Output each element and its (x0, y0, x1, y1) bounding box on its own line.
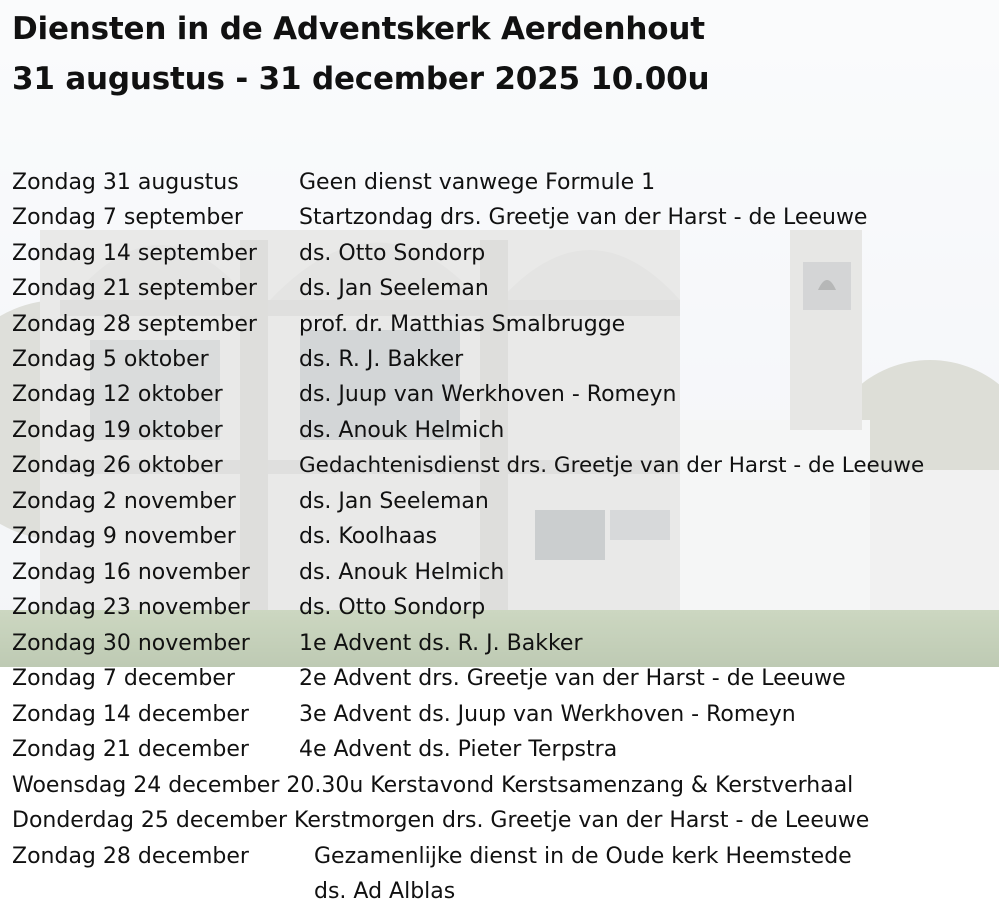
service-date: Zondag 30 november (12, 631, 250, 656)
service-date: Zondag 5 oktober (12, 347, 209, 372)
page-subtitle: 31 augustus - 31 december 2025 10.00u (12, 61, 710, 97)
service-description: ds. Anouk Helmich (299, 418, 505, 443)
page-title: Diensten in de Adventskerk Aerdenhout (12, 11, 705, 47)
service-description: 4e Advent ds. Pieter Terpstra (299, 737, 618, 762)
schedule-row (0, 702, 999, 736)
service-date: Zondag 7 september (12, 205, 243, 230)
schedule-row-continuation (0, 879, 999, 913)
schedule-row (0, 382, 999, 416)
schedule-row (0, 631, 999, 665)
christmas-day-text: Donderdag 25 december Kerstmorgen drs. Greetje van der Harst - de Leeuwe (12, 808, 870, 833)
schedule-row-christmas-eve (0, 773, 999, 807)
service-description: prof. dr. Matthias Smalbrugge (299, 312, 626, 337)
service-date: Zondag 12 oktober (12, 382, 223, 407)
schedule-row (0, 560, 999, 594)
service-description: ds. R. J. Bakker (299, 347, 464, 372)
schedule-row (0, 844, 999, 878)
service-description: ds. Koolhaas (299, 524, 438, 549)
schedule-row (0, 453, 999, 487)
service-description-line2: ds. Ad Alblas (314, 879, 456, 904)
service-date: Zondag 28 september (12, 312, 257, 337)
schedule-row (0, 276, 999, 310)
schedule-row (0, 418, 999, 452)
service-description: Gezamenlijke dienst in de Oude kerk Heemstede (314, 844, 852, 869)
service-date: Zondag 23 november (12, 595, 250, 620)
schedule-row (0, 205, 999, 239)
service-date: Zondag 14 december (12, 702, 249, 727)
service-description: ds. Otto Sondorp (299, 595, 486, 620)
schedule-row (0, 170, 999, 204)
service-date: Zondag 2 november (12, 489, 236, 514)
service-date: Zondag 21 december (12, 737, 249, 762)
schedule-row (0, 595, 999, 629)
service-date: Zondag 26 oktober (12, 453, 223, 478)
service-date: Zondag 14 september (12, 241, 257, 266)
service-date: Zondag 21 september (12, 276, 257, 301)
schedule-row (0, 489, 999, 523)
service-description: 2e Advent drs. Greetje van der Harst - de Leeuwe (299, 666, 846, 691)
service-description: ds. Juup van Werkhoven - Romeyn (299, 382, 677, 407)
service-description: ds. Otto Sondorp (299, 241, 486, 266)
service-date: Zondag 7 december (12, 666, 235, 691)
service-description: Gedachtenisdienst drs. Greetje van der Harst - de Leeuwe (299, 453, 925, 478)
service-description: Startzondag drs. Greetje van der Harst - de Leeuwe (299, 205, 868, 230)
service-date: Zondag 19 oktober (12, 418, 223, 443)
schedule-row (0, 666, 999, 700)
schedule-row (0, 737, 999, 771)
schedule-row (0, 347, 999, 381)
service-description: ds. Jan Seeleman (299, 489, 489, 514)
schedule-row (0, 312, 999, 346)
schedule-row (0, 241, 999, 275)
service-description: ds. Anouk Helmich (299, 560, 505, 585)
service-date: Zondag 16 november (12, 560, 250, 585)
service-description: Geen dienst vanwege Formule 1 (299, 170, 656, 195)
schedule-row (0, 524, 999, 558)
service-date: Zondag 28 december (12, 844, 249, 869)
service-date: Zondag 31 augustus (12, 170, 239, 195)
service-description: 3e Advent ds. Juup van Werkhoven - Romeyn (299, 702, 796, 727)
christmas-eve-text: Woensdag 24 december 20.30u Kerstavond Kerstsamenzang & Kerstverhaal (12, 773, 854, 798)
service-description: 1e Advent ds. R. J. Bakker (299, 631, 583, 656)
service-description: ds. Jan Seeleman (299, 276, 489, 301)
schedule-row-christmas-day (0, 808, 999, 842)
service-date: Zondag 9 november (12, 524, 236, 549)
